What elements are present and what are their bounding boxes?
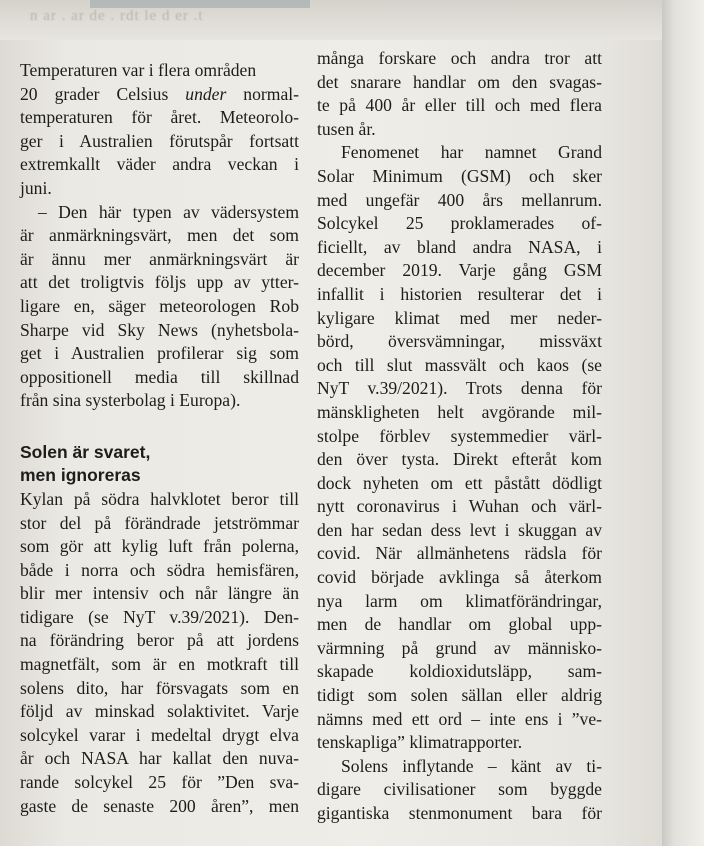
background-edge <box>662 0 704 846</box>
text-line: te på 400 år eller till och med flera <box>317 95 602 116</box>
text-line: ger i Australien förutspår fortsatt <box>20 130 299 151</box>
text-line: Solens inflytande – känt av ti- <box>341 755 602 776</box>
text-line: oppositionell media till skillnad <box>20 366 299 387</box>
text-line: covid. När allmänhetens rädsla för <box>317 543 602 564</box>
text-line: och till slut massvält och kaos (se <box>317 354 602 375</box>
text-line: dock nyheten om ett påstått dödligt <box>317 472 602 493</box>
text-line: 20 grader Celsius under normal- <box>20 83 300 104</box>
text-line: infallit i historien resulterar det i <box>317 283 602 304</box>
text-line: Kylan på södra halvklotet beror till <box>20 488 299 509</box>
text-line: Sharpe vid Sky News (nyhetsbola- <box>20 319 299 340</box>
text-line: december 2019. Varje gång GSM <box>317 260 602 281</box>
text-line: Solcykel 25 proklamerades of- <box>317 213 602 234</box>
text-line: år och NASA har kallat den nuva- <box>20 748 299 769</box>
text-line: tidigt som solen sällan eller aldrig <box>317 685 602 706</box>
paragraph <box>317 47 602 141</box>
text-line: digare civilisationer som byggde <box>317 779 602 800</box>
text-line: tusen år. <box>317 118 376 139</box>
text-line: Fenomenet har namnet Grand <box>341 142 602 163</box>
text-line: med ungefär 400 års mellanrum. <box>317 189 602 210</box>
text-line: extremkallt väder andra veckan i <box>20 154 299 175</box>
text-line: många forskare och andra tror att <box>317 48 602 68</box>
text-line: mänskligheten helt avgörande mil- <box>317 401 602 422</box>
text-line: covid började avklinga så återkom <box>317 567 602 588</box>
section-heading <box>20 441 299 487</box>
text-line: rande solcykel 25 för ”Den sva- <box>20 772 299 793</box>
text-line: magnetfält, som är en motkraft till <box>20 654 299 675</box>
text-line: temperaturen för året. Meteorolo- <box>20 107 299 128</box>
heading-line: Solen är svaret, <box>20 441 151 462</box>
text-line: kyligare klimat med mer neder- <box>317 307 602 328</box>
text-line: nya larm om klimatförändringar, <box>317 590 602 611</box>
text-line: den har sedan dess levt i skuggan av <box>317 519 602 540</box>
header-bar <box>90 0 310 8</box>
text-line: solcykel varar i medeltal drygt elva <box>20 724 299 745</box>
text-line: ligare en, säger meteorologen Rob <box>20 295 299 316</box>
bleed-through-text: n ar . ar de . rdt le d er .t <box>30 8 204 24</box>
text-line: stolpe förblev systemmedier värl- <box>317 425 602 446</box>
text-line: är ännu mer anmärkningsvärt är <box>20 248 299 269</box>
text-line: – Den här typen av vädersystem <box>38 201 299 222</box>
text-line: tenskapliga” klimatrapporter. <box>317 732 523 753</box>
paragraph <box>20 59 299 201</box>
text-line: Solar Minimum (GSM) och sker <box>317 165 602 186</box>
text-line: gigantiska stenmonument bara för <box>317 803 602 823</box>
text-line: ficiellt, av bland andra NASA, i <box>317 236 602 257</box>
text-line: nämns med ett ord – inte ens i ”ve- <box>317 708 602 729</box>
right-column <box>317 47 602 826</box>
text-line: nytt coronavirus i Wuhan och värl- <box>317 496 602 517</box>
text-line: följd av minskad solaktivitet. Varje <box>20 701 299 722</box>
paragraph <box>317 755 602 826</box>
text-line: gaste de senaste 200 åren”, men <box>20 795 299 816</box>
text-line: Temperaturen var i flera områden <box>20 60 257 80</box>
paragraph <box>317 141 602 754</box>
text-line: get i Australien profilerar sig som <box>20 343 299 364</box>
text-line: men de handlar om global upp- <box>317 614 602 635</box>
text-line: juni. <box>20 177 52 198</box>
text-line: blir mer intensiv och når längre än <box>20 583 299 604</box>
text-line: skapade koldioxidutsläpp, sam- <box>317 661 602 682</box>
text-line: både i norra och södra hemisfären, <box>20 559 299 580</box>
previous-page-bleed <box>0 0 662 40</box>
text-line: tidigare (se NyT v.39/2021). Den- <box>20 606 299 627</box>
text-line: na förändring beror på att jordens <box>20 630 299 651</box>
heading-line: men ignoreras <box>20 464 141 485</box>
left-column <box>20 59 299 818</box>
text-line: solens dito, har försvagats som en <box>20 677 299 698</box>
text-line: att det troligtvis följs upp av ytter- <box>20 272 299 293</box>
text-line: det snarare handlar om den svagas- <box>317 71 602 92</box>
text-line: som gör att kylig luft från polerna, <box>20 536 299 557</box>
text-line: stor del på förändrade jetströmmar <box>20 512 299 533</box>
paragraph <box>20 201 299 413</box>
paragraph <box>20 488 299 818</box>
text-line: är anmärkningsvärt, men det som <box>20 225 299 246</box>
text-line: börd, översvämningar, missväxt <box>317 331 602 352</box>
text-line: den över tysta. Direkt efteråt kom <box>317 449 602 470</box>
text-line: NyT v.39/2021). Trots denna för <box>317 378 602 399</box>
text-line: värmning på grund av människo- <box>317 637 602 658</box>
text-line: från sina systerbolag i Europa). <box>20 390 241 411</box>
